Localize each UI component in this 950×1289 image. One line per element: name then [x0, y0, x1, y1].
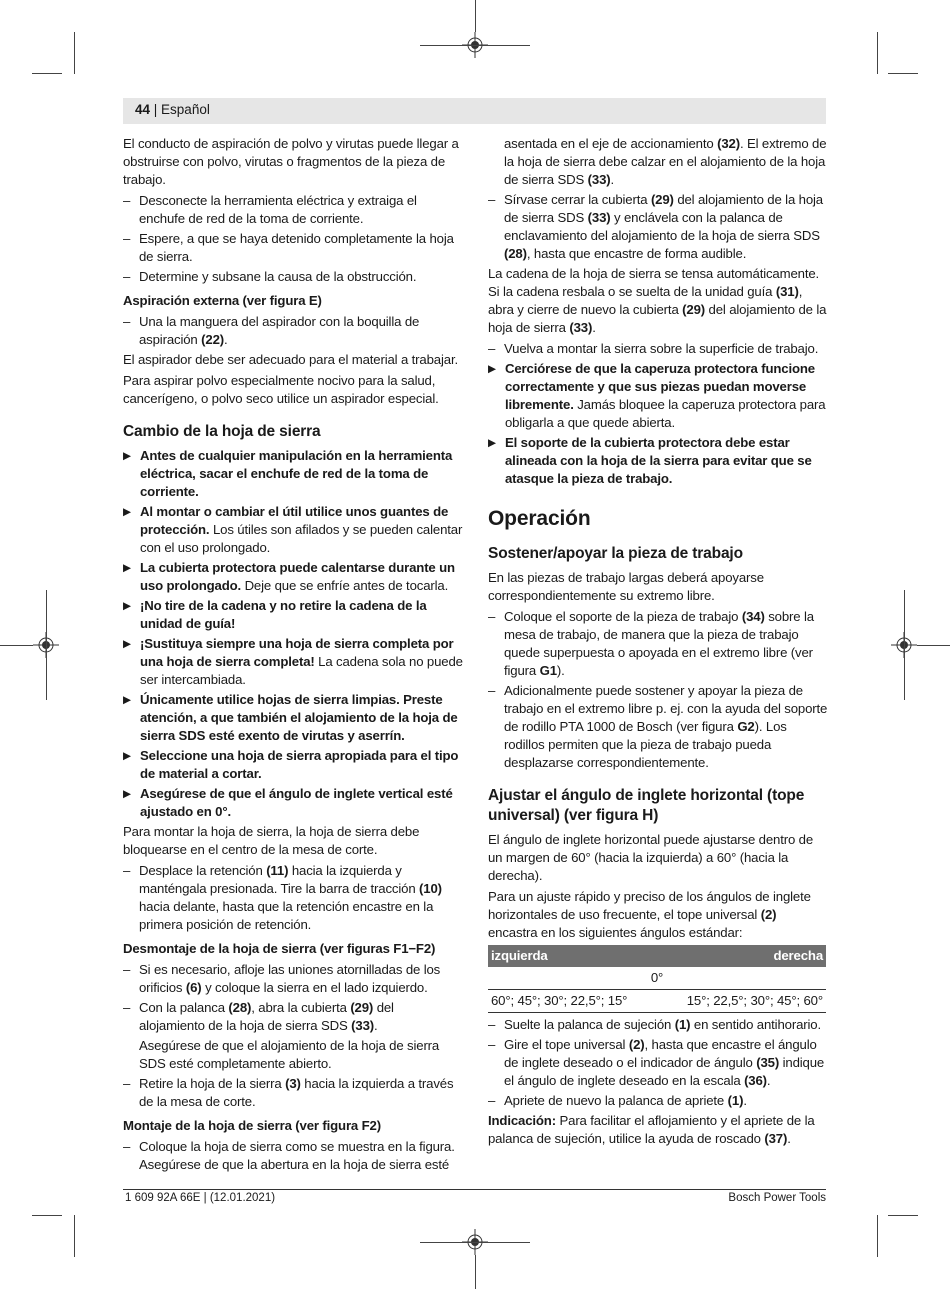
warning-item: ▶ La cubierta protectora puede calentarse durante un uso prolongado. Deje que se enfríe antes de tocarla.: [123, 559, 463, 595]
angle-table: [488, 945, 826, 1013]
crop-mark: [74, 32, 75, 74]
crop-mark: [917, 645, 950, 646]
footer-brand: Bosch Power Tools: [728, 1192, 826, 1204]
section-language: Español: [161, 102, 210, 117]
list-item: – Coloque la hoja de sierra como se muestra en la figura. Asegúrese de que la abertura en la hoja de sierra esté: [123, 1138, 463, 1174]
list-item: – Una la manguera del aspirador con la boquilla de aspiración (22).: [123, 313, 463, 349]
footer-doc-number: 1 609 92A 66E | (12.01.2021): [125, 1192, 276, 1204]
crop-mark: [0, 645, 33, 646]
list-item: – Si es necesario, afloje las uniones atornilladas de los orificios (6) y coloque la sierra en el lado izquierdo.: [123, 961, 463, 997]
crop-mark: [420, 45, 530, 46]
list-item: – Con la palanca (28), abra la cubierta (29) del alojamiento de la hoja de sierra SDS (33). Asegúrese de que el alojamiento de la hoja de sierra SDS esté completamente abierto.: [123, 999, 463, 1073]
right-column: [488, 135, 828, 1151]
warning-item: ▶ El soporte de la cubierta protectora debe estar alineada con la hoja de la sierra para evitar que se atasque la pieza de trabajo.: [488, 434, 828, 488]
list-item-continuation: asentada en el eje de accionamiento (32). El extremo de la hoja de sierra debe calzar en el alojamiento de la hoja de sierra SDS (33).: [504, 136, 827, 187]
paragraph: El ángulo de inglete horizontal puede ajustarse dentro de un margen de 60° (hacia la izquierda) a 60° (hacia la derecha).: [488, 832, 814, 883]
paragraph: Para montar la hoja de sierra, la hoja de sierra debe bloquearse en el centro de la mesa de corte.: [123, 824, 420, 857]
list-item: – Suelte la palanca de sujeción (1) en sentido antihorario.: [488, 1016, 828, 1034]
warning-item: ▶ ¡Sustituya siempre una hoja de sierra completa por una hoja de sierra completa! La cadena sola no puede ser intercambiada.: [123, 635, 463, 689]
section-heading: Ajustar el ángulo de inglete horizontal (tope universal) (ver figura H): [488, 787, 805, 824]
warning-item: ▶ Asegúrese de que el ángulo de inglete vertical esté ajustado en 0°.: [123, 785, 463, 821]
list-item: – Apriete de nuevo la palanca de apriete (1).: [488, 1092, 828, 1110]
list-item: – Desplace la retención (11) hacia la izquierda y manténgala presionada. Tire la barra de tracción (10) hacia delante, hasta que la retención encastre en la primera posición de retención.: [123, 862, 463, 934]
paragraph: Para aspirar polvo especialmente nocivo para la salud, cancerígeno, o polvo seco utilice un aspirador especial.: [123, 373, 439, 406]
warning-item: ▶ Seleccione una hoja de sierra apropiada para el tipo de material a cortar.: [123, 747, 463, 783]
crop-mark: [46, 590, 47, 700]
table-cell: 15°; 22,5°; 30°; 45°; 60°: [657, 990, 826, 1013]
list-item: – Desconecte la herramienta eléctrica y extraiga el enchufe de red de la toma de corriente.: [123, 192, 463, 228]
crop-mark: [420, 1242, 530, 1243]
crop-mark: [888, 73, 918, 74]
list-item: – Coloque el soporte de la pieza de trabajo (34) sobre la mesa de trabajo, de manera que la pieza de trabajo quede superpuesta o apoyada en el extremo libre (ver figura G1).: [488, 608, 828, 680]
table-cell: 0°: [488, 967, 826, 990]
hint-paragraph: Indicación: Para facilitar el aflojamiento y el apriete de la palanca de sujeción, utilice la ayuda de roscado (37).: [488, 1113, 815, 1146]
crop-mark: [888, 1215, 918, 1216]
paragraph: La cadena de la hoja de sierra se tensa automáticamente.: [488, 266, 820, 281]
paragraph: En las piezas de trabajo largas deberá apoyarse correspondientemente su extremo libre.: [488, 570, 764, 603]
warning-item: ▶ ¡No tire de la cadena y no retire la cadena de la unidad de guía!: [123, 597, 463, 633]
table-cell: 60°; 45°; 30°; 22,5°; 15°: [488, 990, 657, 1013]
list-item: – Gire el tope universal (2), hasta que encastre el ángulo de inglete deseado o el indicador de ángulo (35) indique el ángulo de inglete deseado en la escala (36).: [488, 1036, 828, 1090]
list-item: – Adicionalmente puede sostener y apoyar la pieza de trabajo en el extremo libre p. ej. con la ayuda del soporte de rodillo PTA 1000 de Bosch (ver figura G2). Los rodillos permiten que la pieza de trabajo pueda desplazarse correspondientemente.: [488, 682, 828, 772]
page-header: [123, 98, 826, 124]
list-item: – Vuelva a montar la sierra sobre la superficie de trabajo.: [488, 340, 828, 358]
paragraph: Para un ajuste rápido y preciso de los ángulos de inglete horizontales de uso frecuente, el tope universal (2) encastra en los siguientes ángulos estándar:: [488, 889, 811, 940]
table-header-left: izquierda: [488, 945, 657, 967]
crop-mark: [32, 1215, 62, 1216]
page-header-text: 44 | Español: [135, 102, 210, 117]
paragraph: Si la cadena resbala o se suelta de la unidad guía (31), abra y cierre de nuevo la cubierta (29) del alojamiento de la hoja de sierra (33).: [488, 284, 827, 335]
paragraph: El aspirador debe ser adecuado para el material a trabajar.: [123, 352, 458, 367]
warning-item: ▶ Antes de cualquier manipulación en la herramienta eléctrica, sacar el enchufe de red de la toma de corriente.: [123, 447, 463, 501]
chapter-heading: Operación: [488, 507, 591, 530]
warning-item: ▶ Cerciórese de que la caperuza protectora funcione correctamente y que sus piezas puedan moverse libremente. Jamás bloquee la caperuza protectora para obligarla a que quede abierta.: [488, 360, 828, 432]
crop-mark: [475, 0, 476, 32]
page-number: 44: [135, 102, 151, 117]
table-header-right: derecha: [657, 945, 826, 967]
crop-mark: [74, 1215, 75, 1257]
subheading: Desmontaje de la hoja de sierra (ver figuras F1−F2): [123, 941, 436, 956]
list-item: – Retire la hoja de la sierra (3) hacia la izquierda a través de la mesa de corte.: [123, 1075, 463, 1111]
crop-mark: [475, 1255, 476, 1289]
subheading: Aspiración externa (ver figura E): [123, 293, 322, 308]
list-item: – Determine y subsane la causa de la obstrucción.: [123, 268, 463, 286]
section-heading: Sostener/apoyar la pieza de trabajo: [488, 545, 743, 562]
crop-mark: [32, 73, 62, 74]
crop-mark: [877, 1215, 878, 1257]
warning-item: ▶ Únicamente utilice hojas de sierra limpias. Preste atención, a que también el alojamiento de la hoja de sierra SDS esté exento de virutas y aserrín.: [123, 691, 463, 745]
list-item: – Sírvase cerrar la cubierta (29) del alojamiento de la hoja de sierra SDS (33) y enclávela con la palanca de enclavamiento del alojamiento de la hoja de sierra SDS (28), hasta que encastre de forma audible.: [488, 191, 828, 263]
footer-divider: [123, 1189, 826, 1190]
section-heading: Cambio de la hoja de sierra: [123, 423, 321, 440]
subheading: Montaje de la hoja de sierra (ver figura F2): [123, 1118, 381, 1133]
crop-mark: [877, 32, 878, 74]
list-item: – Espere, a que se haya detenido completamente la hoja de sierra.: [123, 230, 463, 266]
warning-item: ▶ Al montar o cambiar el útil utilice unos guantes de protección. Los útiles son afilados y se pueden calentar con el uso prolongado.: [123, 503, 463, 557]
crop-mark: [904, 590, 905, 700]
left-column: [123, 135, 463, 1176]
paragraph: El conducto de aspiración de polvo y virutas puede llegar a obstruirse con polvo, virutas o fragmentos de la pieza de trabajo.: [123, 136, 459, 187]
